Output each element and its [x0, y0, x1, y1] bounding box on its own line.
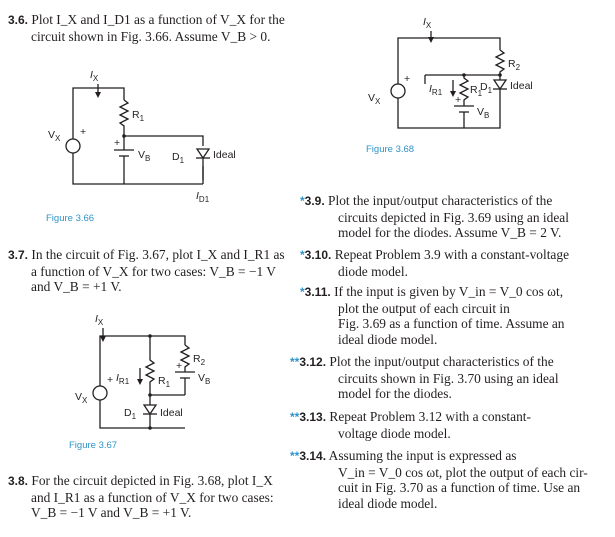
problem-text-line: In the circuit of Fig. 3.67, plot I_X and I_R1 as: [31, 247, 285, 262]
problem-text-line: Repeat Problem 3.9 with a constant-voltage: [334, 247, 570, 262]
problem-text-line: V_in = V_0 cos ωt, plot the output of each cir-: [338, 464, 588, 480]
problem-text-line: ideal diode model.: [338, 495, 438, 511]
vx-label: $V_X$: [48, 129, 61, 143]
d1-label: $D_1$: [124, 407, 137, 421]
plus-sign: +: [80, 126, 87, 138]
difficulty-star: **: [290, 410, 300, 424]
problem-text-line: diode model.: [338, 263, 408, 279]
ir1-label: $I_{R1}$: [429, 83, 443, 97]
ix-label: $I_X$: [95, 313, 104, 327]
vx-label: $V_X$: [368, 92, 381, 106]
problem-text-line: Fig. 3.69 as a function of time. Assume an: [338, 316, 565, 332]
problem-text-line: Repeat Problem 3.12 with a constant-: [329, 409, 531, 424]
problem-text-line: Plot the input/output characteristics of the: [328, 193, 553, 208]
problem-text-line: V_B = −1 V and V_B = +1 V.: [31, 505, 192, 521]
problem-text-line: and I_R1 as a function of V_X for two cases:: [31, 489, 274, 505]
ideal-label: Ideal: [160, 407, 183, 419]
plus-sign: +: [455, 94, 462, 106]
ideal-label: Ideal: [510, 80, 533, 92]
difficulty-star: *: [300, 248, 305, 262]
d1-label: $D_1$: [172, 151, 185, 165]
problem-number: 3.9.: [304, 194, 325, 208]
resistor-r2: [496, 50, 504, 75]
diode-d1: [494, 80, 506, 89]
problem-text-line: model for the diodes. Assume V_B = 2 V.: [338, 225, 562, 241]
problem-text-line: a function of V_X for two cases: V_B = −1 V: [31, 263, 276, 279]
problem-number: 3.13.: [299, 410, 327, 424]
problem-text-line: If the input is given by V_in = V_0 cos ωt,: [334, 284, 564, 299]
problem-text-line: Plot the input/output characteristics of the: [329, 354, 554, 369]
node-dot: [498, 73, 502, 77]
r2-label: $R_2$: [193, 353, 206, 367]
ideal-label: Ideal: [213, 149, 236, 161]
r1-label: $R_1$: [470, 84, 483, 98]
figure-caption: Figure 3.66: [46, 213, 95, 224]
problem-text-line: plot the output of each circuit in: [338, 300, 510, 316]
vb-label: $V_B$: [138, 149, 151, 163]
difficulty-star: *: [300, 194, 305, 208]
resistor-r1: [460, 75, 468, 106]
problem-text-line: Assuming the input is expressed as: [328, 448, 517, 463]
ix-label: $I_X$: [423, 16, 432, 30]
r1-label: $R_1$: [158, 375, 171, 389]
vx-label: $V_X$: [75, 391, 88, 405]
d1-label: $D_1$: [480, 81, 493, 95]
problem-text-line: ideal diode model.: [338, 331, 438, 347]
problem-text-line: cuit in Fig. 3.70 as a function of time. Use an: [338, 480, 581, 496]
problem-number: 3.7.: [8, 248, 29, 262]
problem-text-line: circuits depicted in Fig. 3.69 using an ideal: [338, 209, 569, 225]
ir1-label: $I_{R1}$: [116, 372, 130, 386]
problem-text-line: Plot I_X and I_D1 as a function of V_X for the: [31, 12, 285, 27]
problem-number: 3.12.: [299, 355, 327, 369]
problem-text-line: circuit shown in Fig. 3.66. Assume V_B > 0.: [31, 28, 271, 44]
vb-label: $V_B$: [477, 106, 490, 120]
problem-number: 3.11.: [304, 285, 331, 299]
r1-label: $R_1$: [132, 109, 145, 123]
ix-label: $I_X$: [90, 69, 99, 83]
difficulty-star: *: [300, 285, 305, 299]
figure-caption: Figure 3.67: [69, 440, 118, 451]
difficulty-star: **: [290, 355, 300, 369]
plus-sign: +: [176, 360, 183, 372]
problem-number: 3.6.: [8, 13, 29, 27]
problem-number: 3.14.: [299, 449, 327, 463]
plus-sign: +: [114, 137, 121, 149]
problem-text-line: circuits shown in Fig. 3.70 using an ideal: [338, 370, 559, 386]
difficulty-star: **: [290, 449, 300, 463]
problem-text-line: and V_B = +1 V.: [31, 279, 122, 295]
plus-sign: +: [404, 73, 411, 85]
id1-label: $I_{D1}$: [196, 190, 210, 204]
wire: [398, 38, 500, 85]
problem-text-line: For the circuit depicted in Fig. 3.68, plot I_X: [31, 473, 273, 488]
figure-caption: Figure 3.68: [366, 144, 415, 155]
plus-sign: +: [107, 374, 114, 386]
problem-text-line: model for the diodes.: [338, 386, 452, 402]
vb-label: $V_B$: [198, 372, 211, 386]
problem-number: 3.10.: [304, 248, 332, 262]
r2-label: $R_2$: [508, 58, 521, 72]
voltage-source-vx: [391, 84, 405, 98]
problem-number: 3.8.: [8, 474, 29, 488]
problem-text-line: voltage diode model.: [338, 425, 451, 441]
